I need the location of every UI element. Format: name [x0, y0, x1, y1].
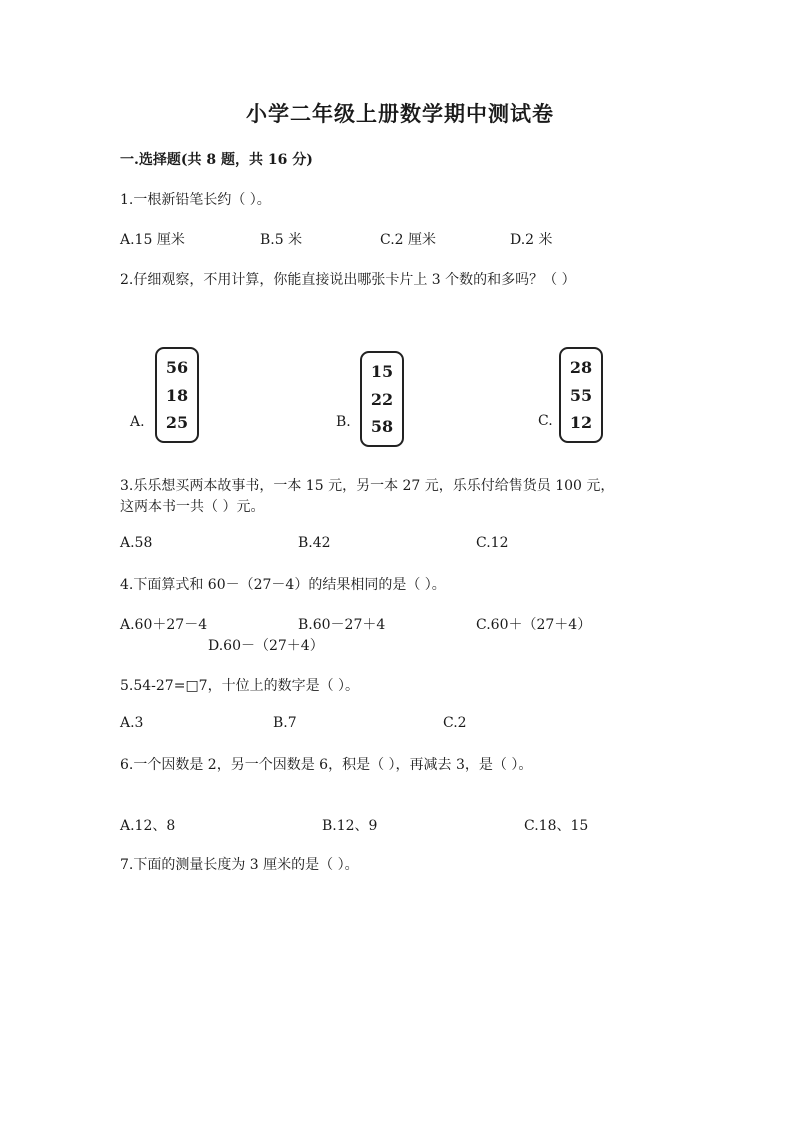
card-b-number: 22 [370, 389, 394, 409]
question-7: 7.下面的测量长度为 3 厘米的是（ ）。 [120, 857, 359, 873]
card-b-number: 15 [370, 361, 394, 381]
q1-option-a: A.15 厘米 [120, 232, 185, 248]
card-a-number: 56 [165, 357, 189, 377]
page-title: 小学二年级上册数学期中测试卷 [246, 101, 554, 126]
card-a [155, 347, 199, 443]
card-c-label: C. [538, 413, 553, 429]
question-3-line-1: 3.乐乐想买两本故事书，一本 15 元，另一本 27 元，乐乐付给售货员 100 元， [120, 478, 615, 494]
q4-option-d: D.60－（27＋4） [208, 638, 324, 654]
question-1: 1.一根新铅笔长约（ ）。 [120, 192, 271, 208]
q4-option-b: B.60－27＋4 [298, 617, 386, 633]
card-c-number: 28 [569, 357, 593, 377]
q6-option-c: C.18、15 [524, 818, 589, 834]
q3-option-a: A.58 [120, 535, 153, 551]
card-b-label: B. [336, 414, 351, 430]
q6-option-a: A.12、8 [120, 818, 176, 834]
question-3-line-2: 这两本书一共（ ）元。 [120, 499, 265, 515]
section-heading: 一.选择题(共 8 题，共 16 分) [120, 152, 313, 168]
question-6: 6.一个因数是 2，另一个因数是 6，积是（ ），再减去 3，是（ ）。 [120, 757, 533, 773]
q3-option-b: B.42 [298, 535, 331, 551]
q1-option-c: C.2 厘米 [380, 232, 437, 248]
q4-option-a: A.60＋27－4 [120, 617, 208, 633]
q5-option-b: B.7 [273, 715, 297, 731]
question-5: 5.54-27=□7，十位上的数字是（ ）。 [120, 678, 360, 694]
card-c [559, 347, 603, 443]
card-b [360, 351, 404, 447]
q5-option-c: C.2 [443, 715, 467, 731]
card-a-number: 25 [165, 413, 189, 433]
card-a-label: A. [130, 414, 145, 430]
q6-option-b: B.12、9 [322, 818, 378, 834]
question-4: 4.下面算式和 60－（27－4）的结果相同的是（ ）。 [120, 577, 446, 593]
q1-option-b: B.5 米 [260, 232, 303, 248]
card-c-number: 55 [569, 385, 593, 405]
q3-option-c: C.12 [476, 535, 509, 551]
question-2: 2.仔细观察，不用计算，你能直接说出哪张卡片上 3 个数的和多吗？（ ） [120, 272, 576, 288]
card-b-number: 58 [370, 417, 394, 437]
card-c-number: 12 [569, 413, 593, 433]
q1-option-d: D.2 米 [510, 232, 553, 248]
card-a-number: 18 [165, 385, 189, 405]
q5-option-a: A.3 [120, 715, 144, 731]
q4-option-c: C.60＋（27＋4） [476, 617, 592, 633]
